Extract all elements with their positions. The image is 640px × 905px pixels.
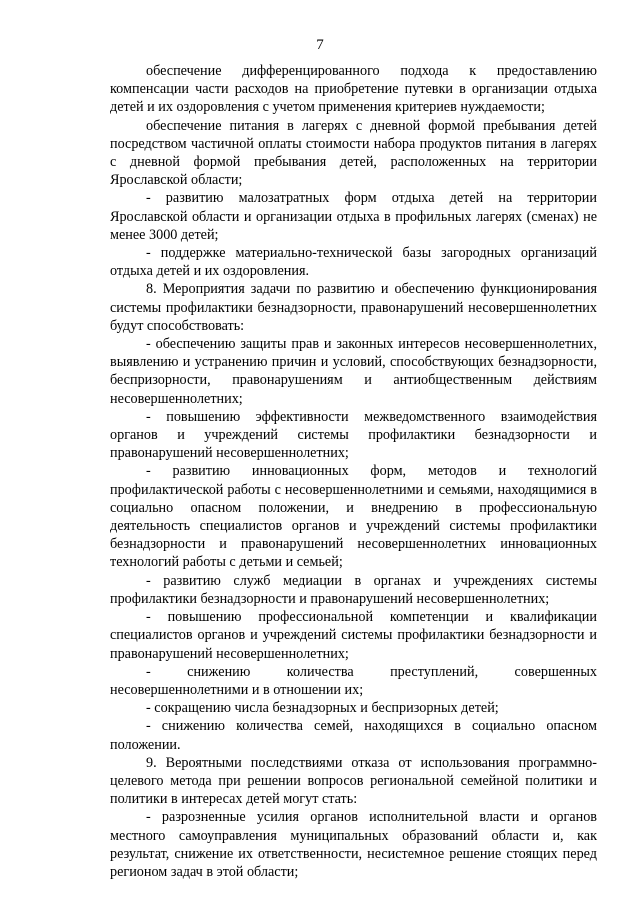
list-item: - развитию инновационных форм, методов и технологий профилактической работы с несовершеннолетними и семьями, находящимися в социально опасном положении, и внедрению в профессиональную деятельность специалистов органов и учреждений системы профилактики безнадзорности и правонарушений несовершеннолетних инновационных технологий работы с детьми и семьей;: [110, 463, 597, 571]
list-item: - повышению профессиональной компетенции и квалификации специалистов органов и учреждений системы профилактики безнадзорности и правонарушений несовершеннолетних;: [110, 609, 597, 662]
list-item: - сокращению числа безнадзорных и беспризорных детей;: [146, 700, 499, 717]
page-number: 7: [316, 37, 324, 53]
section-paragraph: 8. Мероприятия задачи по развитию и обеспечению функционирования системы профилактики безнадзорности, правонарушений несовершеннолетних будут способствовать:: [110, 281, 597, 334]
list-item: - разрозненные усилия органов исполнительной власти и органов местного самоуправления муниципальных образований области и, как результат, снижение их ответственности, несистемное решение стоящих перед регионом задач в этой области;: [110, 809, 597, 880]
list-item: - снижению количества семей, находящихся в социально опасном положении.: [110, 718, 597, 753]
paragraph: обеспечение дифференцированного подхода к предоставлению компенсации части расходов на приобретение путевки в организации отдыха детей и их оздоровления с учетом применения критериев нуждаемости;: [110, 63, 597, 116]
list-item: - развитию малозатратных форм отдыха детей на территории Ярославской области и организации отдыха в профильных лагерях (сменах) не менее 3000 детей;: [110, 190, 597, 243]
list-item: - повышению эффективности межведомственного взаимодействия органов и учреждений системы профилактики безнадзорности и правонарушений несовершеннолетних;: [110, 408, 597, 462]
document-body: [110, 62, 597, 881]
list-item: - развитию служб медиации в органах и учреждениях системы профилактики безнадзорности и правонарушений несовершеннолетних;: [110, 572, 597, 607]
section-paragraph: 9. Вероятными последствиями отказа от использования программно-целевого метода при решении вопросов региональной семейной политики и политики в интересах детей могут стать:: [110, 754, 597, 808]
paragraph: обеспечение питания в лагерях с дневной формой пребывания детей посредством частичной оплаты стоимости набора продуктов питания в лагерях с дневной формой пребывания детей, расположенных на территории Ярославской области;: [110, 117, 597, 189]
list-item: - снижению количества преступлений, совершенных несовершеннолетними и в отношении их;: [110, 663, 597, 698]
list-item: - обеспечению защиты прав и законных интересов несовершеннолетних, выявлению и устранению причин и условий, способствующих безнадзорности, беспризорности, правонарушениям и антиобщественным действиям несовершеннолетних;: [110, 336, 597, 407]
list-item: - поддержке материально-технической базы загородных организаций отдыха детей и их оздоровления.: [110, 245, 597, 280]
